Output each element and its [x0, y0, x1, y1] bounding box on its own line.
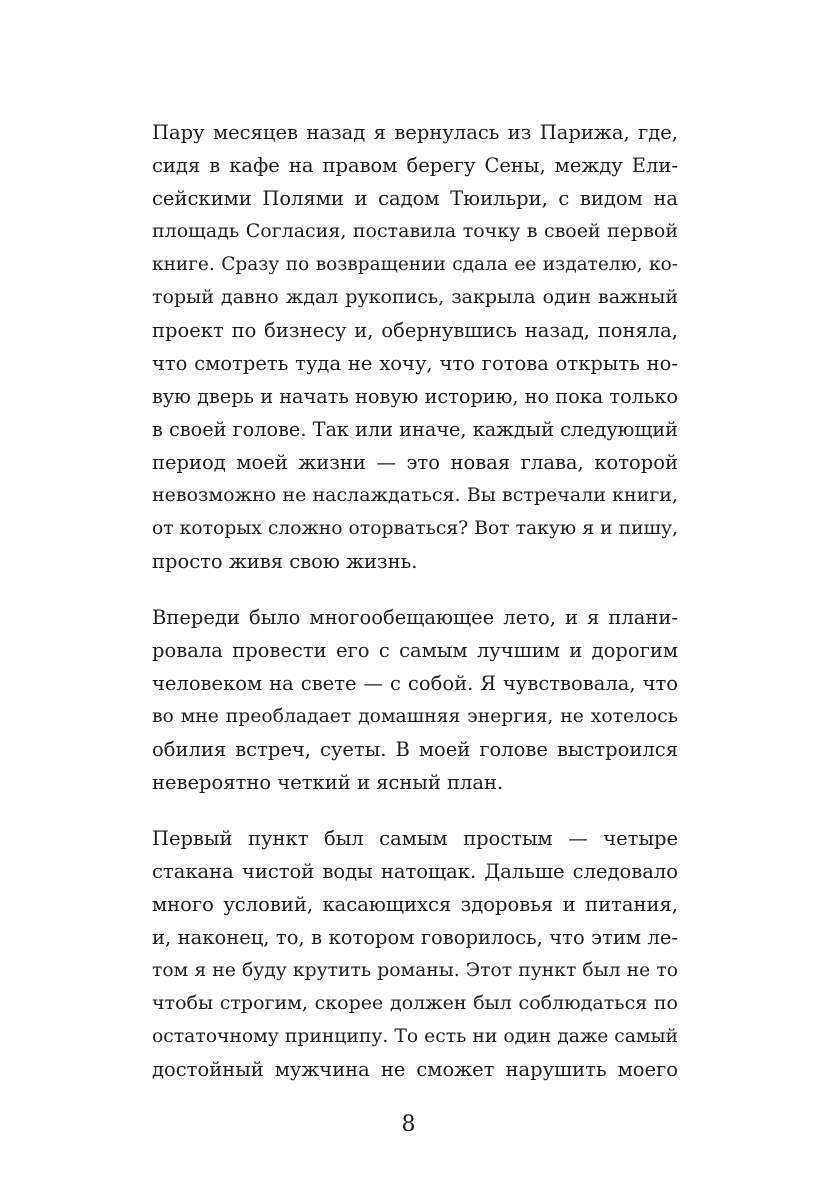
text-line: невозможно не наслаждаться. Вы встречали книги, [152, 484, 678, 506]
text-line: Первый пункт был самым простым — четыре [152, 827, 678, 850]
text-line: и, наконец, то, в котором говорилось, что этим ле- [152, 926, 678, 949]
paragraph-1 [152, 116, 678, 578]
paragraph-3 [152, 822, 678, 1086]
paragraph-2 [152, 601, 678, 799]
text-line: Пару месяцев назад я вернулась из Парижа, где, [152, 121, 678, 144]
paragraph-spacer [152, 799, 678, 822]
text-line: чтобы строгим, скорее должен был соблюдаться по [152, 992, 678, 1014]
text-line: остаточному принципу. То есть ни один даже самый [152, 1026, 678, 1047]
text-line: том я не буду крутить романы. Этот пункт был не то [152, 960, 678, 981]
paragraph-spacer [152, 578, 678, 601]
text-line: во мне преобладает домашняя энергия, не хотелось [152, 706, 678, 727]
body-text [152, 116, 678, 1086]
text-line: ровала провести его с самым лучшим и дорогим [152, 639, 678, 662]
text-line: от которых сложно оторваться? Вот такую я и пишу, [152, 518, 678, 539]
text-line: невероятно четкий и ясный план. [152, 771, 504, 794]
text-line: площадь Согласия, поставила точку в своей первой [152, 220, 678, 242]
text-line: много условий, касающихся здоровья и питания, [152, 893, 678, 916]
text-line: Впереди было многообещающее лето, и я плани- [152, 606, 678, 629]
text-line: сейскими Полями и садом Тюильри, с видом на [152, 187, 678, 210]
text-line: период моей жизни — это новая глава, которой [152, 451, 678, 474]
text-line: обилия встреч, суеты. В моей голове выстроился [152, 738, 678, 761]
text-line: человеком на свете — с собой. Я чувствовала, что [152, 672, 678, 695]
text-line: проект по бизнесу и, обернувшись назад, поняла, [152, 319, 678, 342]
page-number: 8 [401, 1112, 416, 1137]
text-line: достойный мужчина не сможет нарушить моего [152, 1058, 678, 1081]
text-line: в своей голове. Так или иначе, каждый следующий [152, 418, 678, 441]
text-line: сидя в кафе на правом берегу Сены, между Ели- [152, 154, 678, 177]
text-line: книге. Сразу по возвращении сдала ее издателю, ко- [152, 254, 678, 275]
text-line: что смотреть туда не хочу, что готова открыть но- [152, 352, 678, 375]
text-line: вую дверь и начать новую историю, но пока только [152, 385, 678, 408]
text-line: просто живя свою жизнь. [152, 550, 418, 573]
text-line: стакана чистой воды натощак. Дальше следовало [152, 860, 678, 883]
text-line: торый давно ждал рукопись, закрыла один важный [152, 286, 678, 308]
